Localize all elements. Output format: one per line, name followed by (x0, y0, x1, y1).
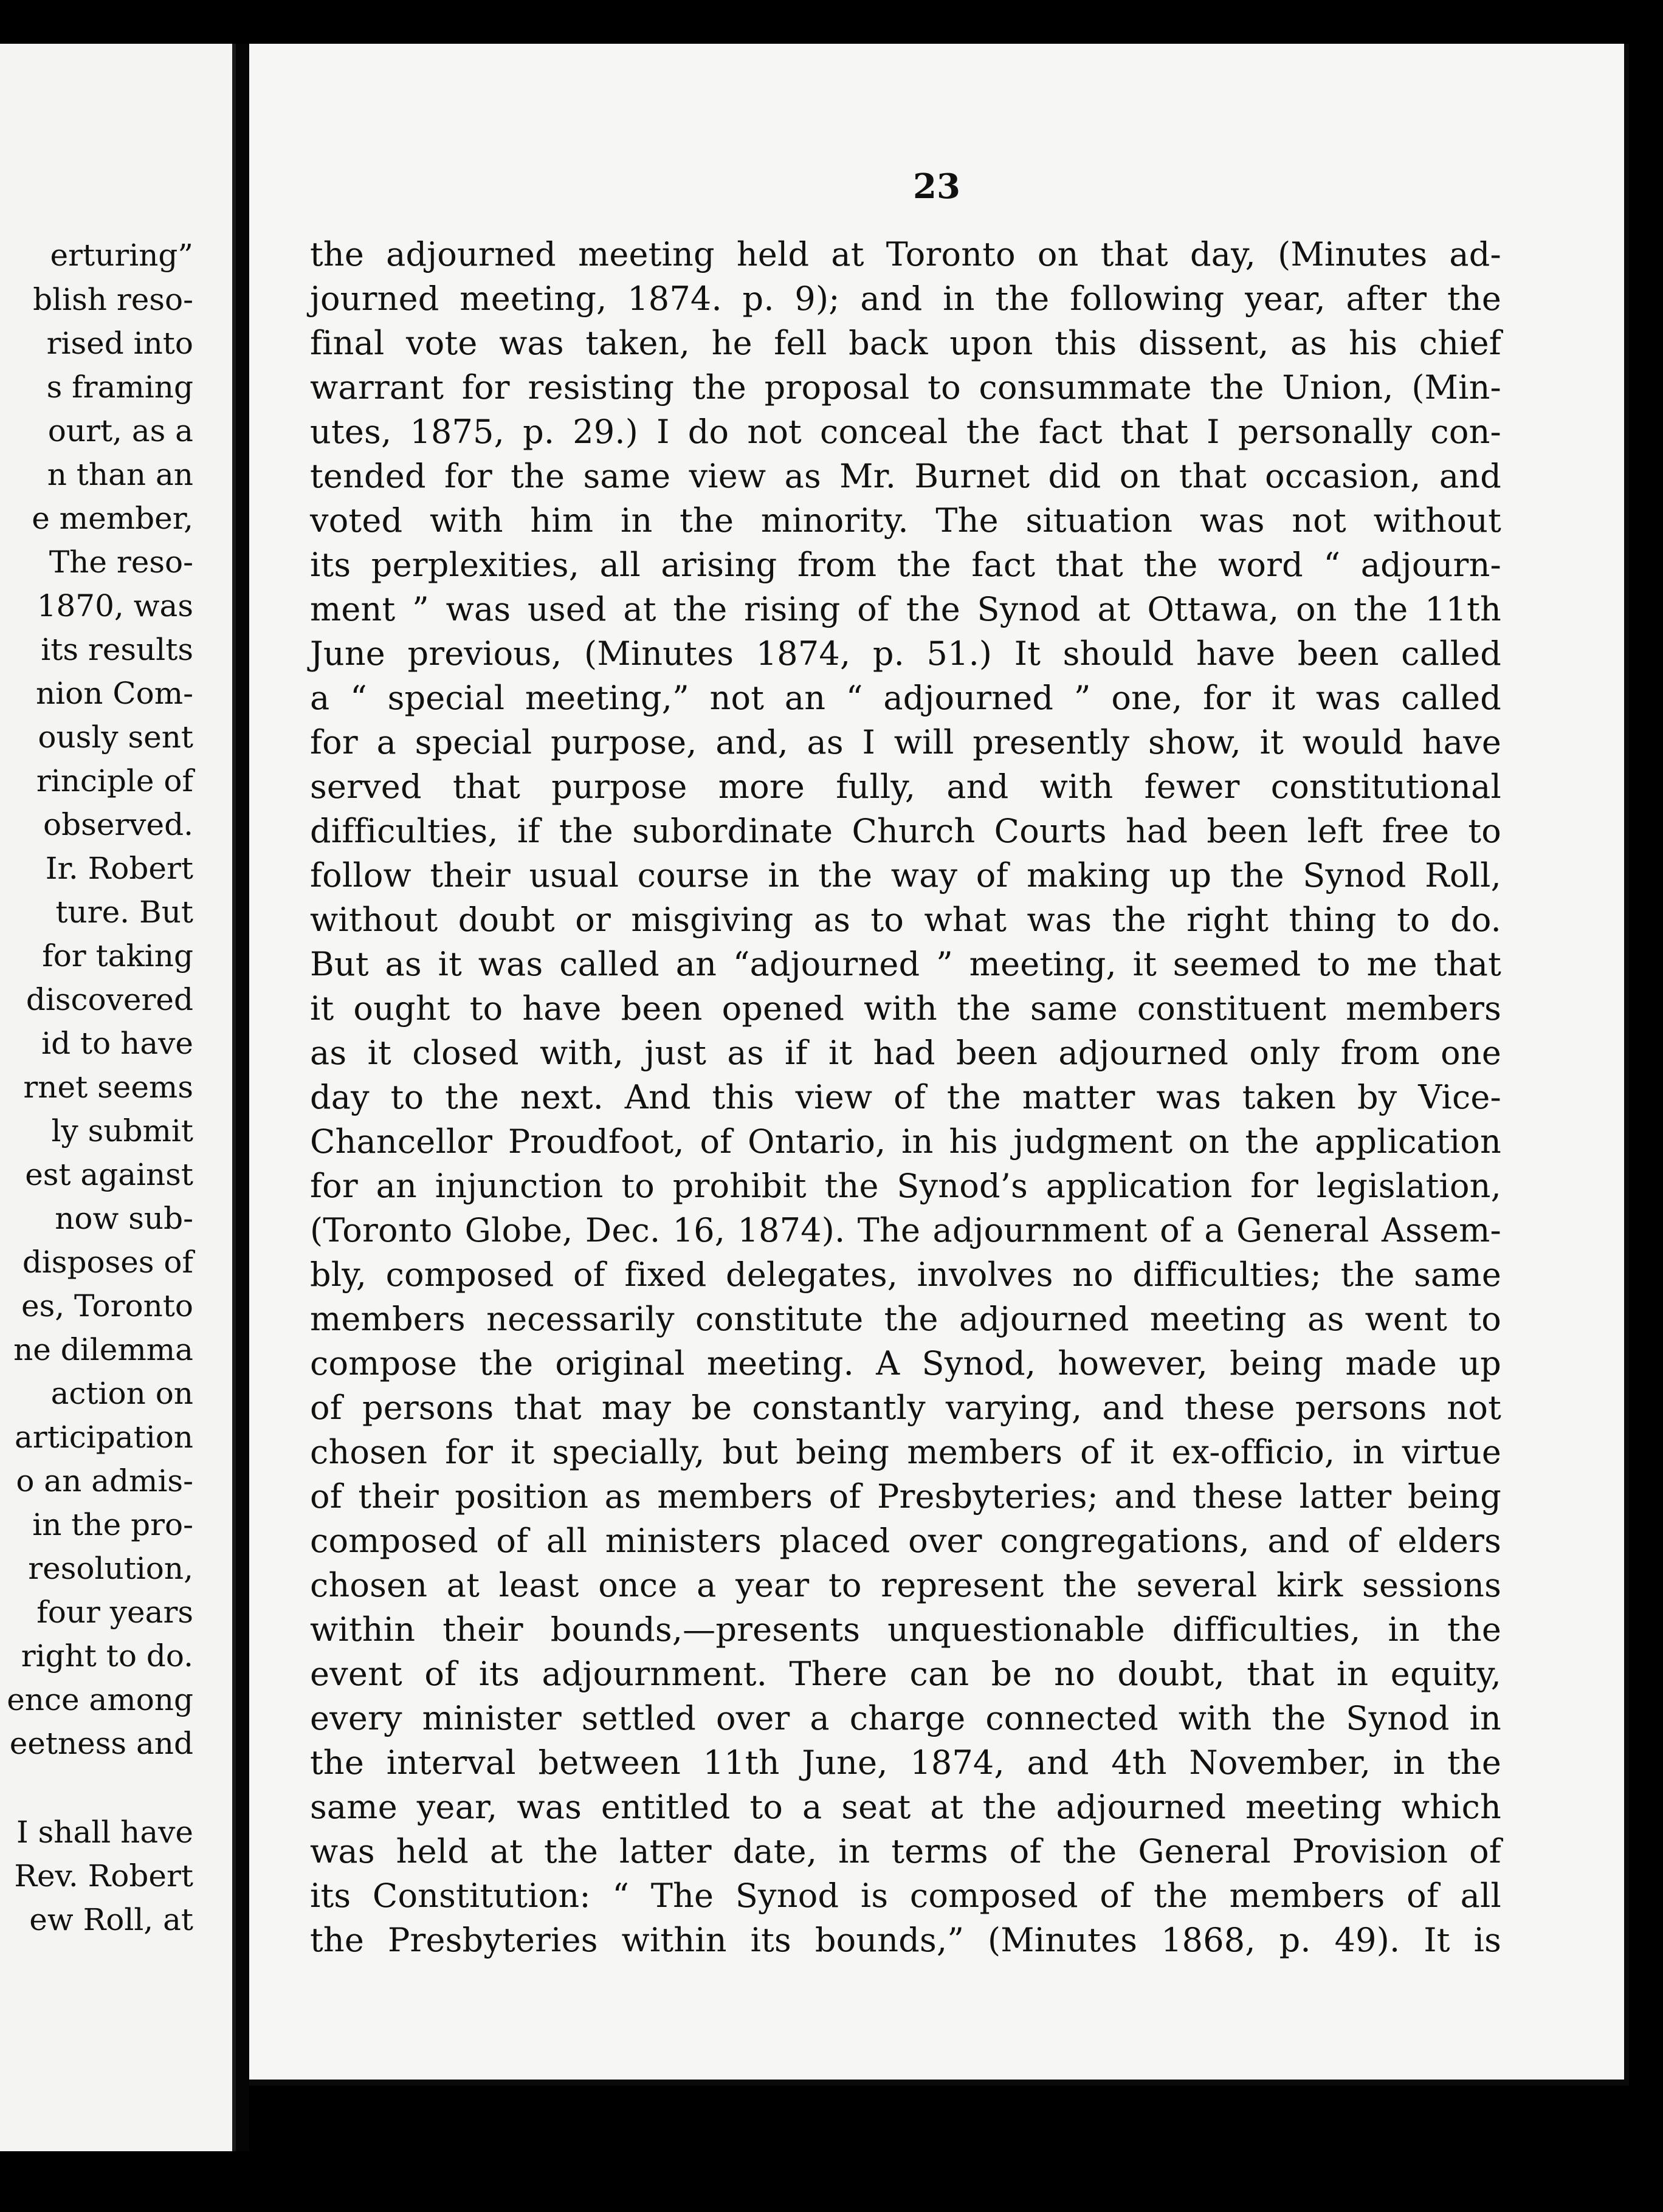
left-text-line: ne dilemma (13, 1332, 193, 1367)
left-text-line: nion Com- (35, 676, 193, 711)
text-line: compose the original meeting. A Synod, however, being made up (310, 1344, 1501, 1382)
text-line: for a special purpose, and, as I will presently show, it would have (310, 723, 1501, 761)
left-text-line: Rev. Robert (14, 1858, 193, 1894)
scan-border-bottom (0, 2151, 1663, 2212)
left-text-line: I shall have (16, 1815, 193, 1850)
text-line: (Toronto Globe, Dec. 16, 1874). The adjournment of a General Assem- (310, 1211, 1501, 1249)
right-page (249, 44, 1629, 2086)
left-text-line: rnet seems (23, 1070, 193, 1105)
left-text-line: ence among (7, 1682, 193, 1717)
text-line: as it closed with, just as if it had been adjourned only from one (310, 1034, 1501, 1072)
text-line: chosen for it specially, but being members of it ex-officio, in virtue (310, 1433, 1501, 1471)
text-line: journed meeting, 1874. p. 9); and in the following year, after the (310, 280, 1501, 318)
left-text-line: es, Toronto (21, 1288, 193, 1324)
left-text-line: rinciple of (36, 763, 193, 799)
text-line: members necessarily constitute the adjourned meeting as went to (310, 1300, 1501, 1338)
left-text-line: in the pro- (32, 1507, 193, 1542)
left-text-line: disposes of (22, 1245, 193, 1280)
text-line: the Presbyteries within its bounds,” (Minutes 1868, p. 49). It is (310, 1921, 1501, 1959)
text-line: served that purpose more fully, and with fewer constitutional (310, 768, 1501, 806)
text-line: its perplexities, all arising from the fact that the word “ adjourn- (310, 546, 1501, 584)
text-line: bly, composed of fixed delegates, involves no difficulties; the same (310, 1255, 1501, 1294)
text-line: the interval between 11th June, 1874, and 4th November, in the (310, 1743, 1501, 1782)
text-line: it ought to have been opened with the same constituent members (310, 989, 1501, 1028)
text-line: tended for the same view as Mr. Burnet did on that occasion, and (310, 457, 1501, 495)
text-line: difficulties, if the subordinate Church Courts had been left free to (310, 812, 1501, 850)
left-text-line: ourt, as a (47, 413, 193, 448)
text-line: But as it was called an “adjourned ” meeting, it seemed to me that (310, 945, 1501, 983)
left-text-line: o an admis- (16, 1463, 193, 1499)
text-line: composed of all ministers placed over congregations, and of elders (310, 1522, 1501, 1560)
left-text-line: action on (50, 1376, 193, 1411)
text-line: event of its adjournment. There can be no doubt, that in equity, (310, 1655, 1501, 1693)
text-line: day to the next. And this view of the matter was taken by Vice- (310, 1078, 1501, 1116)
left-text-line: 1870, was (36, 588, 193, 623)
left-text-line: s framing (46, 369, 193, 405)
text-line: within their bounds,—presents unquestionable difficulties, in the (310, 1610, 1501, 1649)
text-line: final vote was taken, he fell back upon this dissent, as his chief (310, 324, 1501, 362)
text-line: every minister settled over a charge connected with the Synod in (310, 1699, 1501, 1737)
left-text-line: erturing” (50, 238, 193, 273)
text-line: utes, 1875, p. 29.) I do not conceal the fact that I personally con- (310, 413, 1501, 451)
text-line: follow their usual course in the way of making up the Synod Roll, (310, 856, 1501, 895)
left-text-line: blish reso- (33, 282, 193, 317)
left-text-line: discovered (26, 982, 193, 1017)
left-text-line: observed. (43, 807, 193, 842)
book-spine-gutter (236, 44, 249, 2151)
text-line: chosen at least once a year to represent the several kirk sessions (310, 1566, 1501, 1604)
left-text-line: now sub- (55, 1201, 193, 1236)
body-text (310, 232, 1501, 1962)
text-line: was held at the latter date, in terms of the General Provision of (310, 1832, 1501, 1870)
text-line: a “ special meeting,” not an “ adjourned ” one, for it was called (310, 679, 1501, 717)
left-text-line: its results (41, 632, 193, 667)
text-line: its Constitution: “ The Synod is composed of the members of all (310, 1877, 1501, 1915)
page-number: 23 (913, 167, 960, 207)
left-text-line: right to do. (21, 1638, 193, 1674)
text-line: voted with him in the minority. The situation was not without (310, 501, 1501, 540)
left-text-line: resolution, (28, 1551, 193, 1586)
left-text-line: ously sent (38, 720, 193, 755)
left-text-line: ly submit (51, 1113, 193, 1149)
scan-border-top (0, 0, 1663, 43)
text-line: June previous, (Minutes 1874, p. 51.) It should have been called (310, 634, 1501, 673)
left-text-line: articipation (15, 1420, 193, 1455)
left-text-line: e member, (32, 501, 193, 536)
text-line: Chancellor Proudfoot, of Ontario, in his judgment on the application (310, 1122, 1501, 1161)
left-text-line: for taking (42, 938, 193, 974)
left-text-line: ture. But (55, 895, 193, 930)
left-text-line: ew Roll, at (29, 1902, 193, 1937)
left-text-line: id to have (41, 1026, 193, 1061)
left-text-line: The reso- (49, 544, 193, 580)
text-line: warrant for resisting the proposal to consummate the Union, (Min- (310, 368, 1501, 407)
left-text-line: eetness and (9, 1726, 193, 1761)
left-text-line: Ir. Robert (45, 851, 193, 886)
text-line: of persons that may be constantly varying, and these persons not (310, 1389, 1501, 1427)
text-line: for an injunction to prohibit the Synod’s application for legislation, (310, 1167, 1501, 1205)
text-line: the adjourned meeting held at Toronto on that day, (Minutes ad- (310, 235, 1501, 273)
left-text-line: n than an (47, 457, 193, 492)
text-line: of their position as members of Presbyteries; and these latter being (310, 1477, 1501, 1516)
left-page-fragment (0, 44, 236, 2151)
left-text-line: est against (25, 1157, 193, 1192)
left-text-line: rised into (46, 326, 193, 361)
text-line: ment ” was used at the rising of the Synod at Ottawa, on the 11th (310, 590, 1501, 628)
text-line: without doubt or misgiving as to what was the right thing to do. (310, 901, 1501, 939)
left-text-line: four years (36, 1595, 193, 1630)
text-line: same year, was entitled to a seat at the adjourned meeting which (310, 1788, 1501, 1826)
